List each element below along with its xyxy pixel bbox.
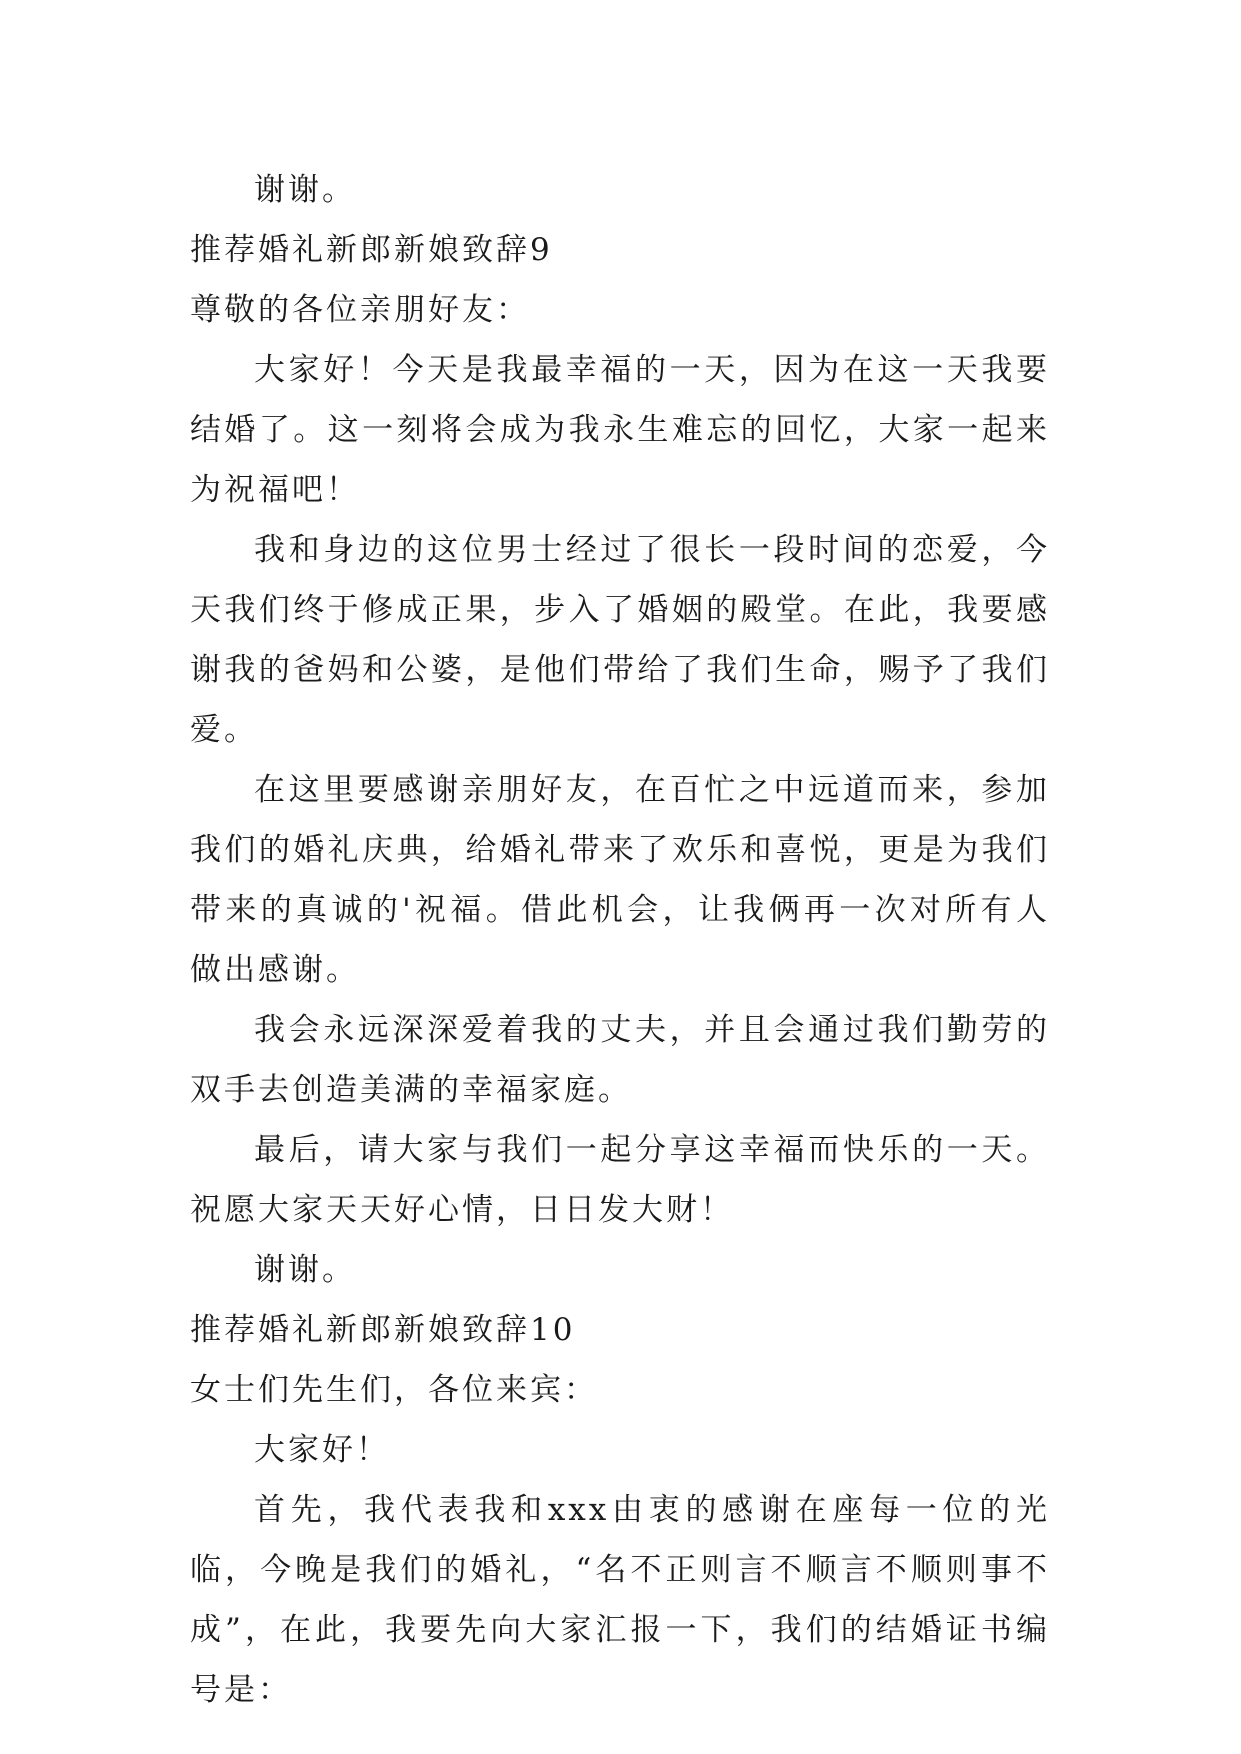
body-paragraph: 大家好！今天是我最幸福的一天，因为在这一天我要结婚了。这一刻将会成为我永生难忘的回忆，大家一起来为祝福吧！ bbox=[190, 352, 1050, 508]
greeting: 大家好！ bbox=[254, 1432, 390, 1468]
closing-thanks-1: 谢谢。 bbox=[254, 172, 356, 208]
body-paragraph: 我会永远深深爱着我的丈夫，并且会通过我们勤劳的双手去创造美满的幸福家庭。 bbox=[190, 1012, 1050, 1108]
section-heading-10: 推荐婚礼新郎新娘致辞10 bbox=[190, 1312, 576, 1348]
salutation-9: 尊敬的各位亲朋好友： bbox=[190, 292, 530, 328]
document-body bbox=[190, 160, 1050, 1720]
body-paragraph: 我和身边的这位男士经过了很长一段时间的恋爱，今天我们终于修成正果，步入了婚姻的殿堂。在此，我要感谢我的爸妈和公婆，是他们带给了我们生命，赐予了我们爱。 bbox=[190, 532, 1050, 748]
body-paragraph: 首先，我代表我和xxx由衷的感谢在座每一位的光临，今晚是我们的婚礼，“名不正则言不顺言不顺则事不成”，在此，我要先向大家汇报一下，我们的结婚证书编号是： bbox=[190, 1492, 1050, 1708]
closing-thanks-2: 谢谢。 bbox=[254, 1252, 356, 1288]
salutation-10: 女士们先生们，各位来宾： bbox=[190, 1372, 598, 1408]
body-paragraph: 在这里要感谢亲朋好友，在百忙之中远道而来，参加我们的婚礼庆典，给婚礼带来了欢乐和喜悦，更是为我们带来的真诚的'祝福。借此机会，让我俩再一次对所有人做出感谢。 bbox=[190, 772, 1050, 988]
section-heading-9: 推荐婚礼新郎新娘致辞9 bbox=[190, 232, 553, 268]
body-paragraph: 最后，请大家与我们一起分享这幸福而快乐的一天。祝愿大家天天好心情，日日发大财！ bbox=[190, 1132, 1050, 1228]
